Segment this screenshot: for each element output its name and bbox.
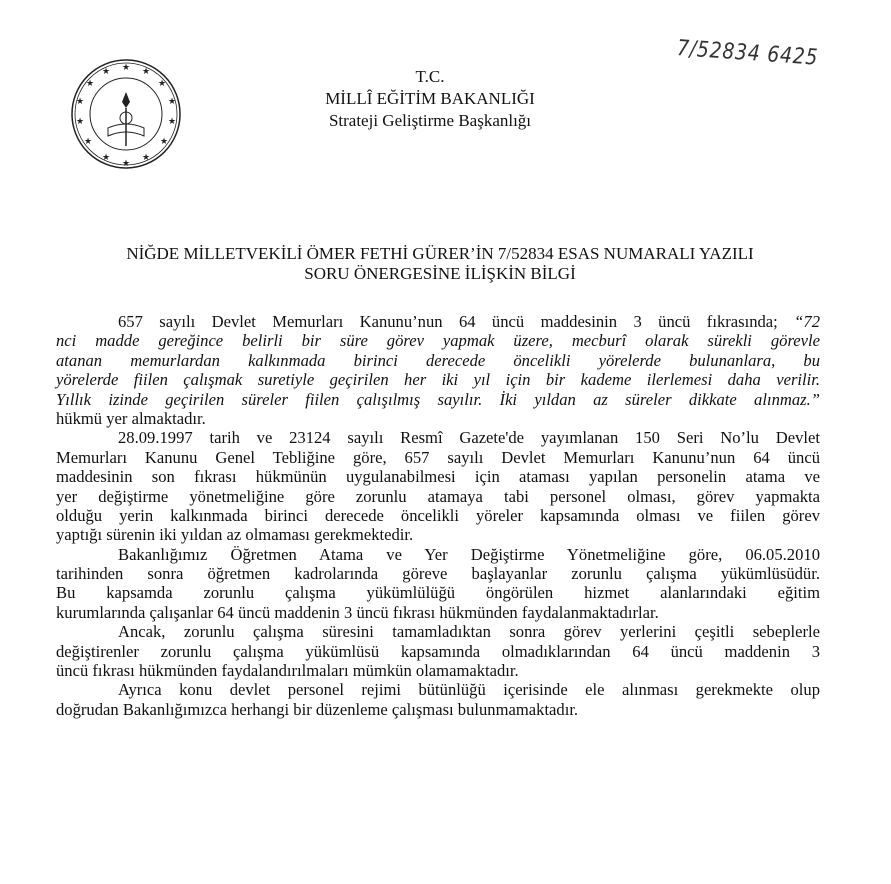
- paragraph-3-line: Bu kapsamda zorunlu çalışma yükümlülüğü öngörülen hizmet alanlarındaki eğitim: [56, 583, 820, 603]
- paragraph-2-line: Memurları Kanunu Genel Tebliğine göre, 657 sayılı Devlet Memurları Kanunu’nun 64 üncü: [56, 447, 820, 467]
- text: 657 sayılı Devlet Memurları Kanunu’nun 64 üncü maddesinin 3 üncü fıkrasında;: [118, 312, 795, 331]
- svg-text:★: ★: [101, 66, 111, 76]
- paragraph-4-line: Ancak, zorunlu çalışma süresini tamamladıktan sonra görev yerlerini çeşitli sebeplerle: [118, 622, 820, 642]
- paragraph-2-line: maddesinin son fıkrası hükmünün uygulanabilmesi için ataması yapılan personelin atama ve: [56, 467, 820, 487]
- quote-line: yörelerde fiilen çalışmak suretiyle geçirilen her iki yıl için bir kademe ilerlemesi daha verilir.: [56, 370, 820, 390]
- quote-line: atanan memurlardan kalkınmada birinci derecede öncelikli yörelerde bulunanlara, bu: [56, 350, 820, 370]
- svg-text:★: ★: [83, 136, 93, 146]
- quote-line: Yıllık izinde geçirilen süreler fiilen çalışılmış sayılır. İki yıldan az süreler dikkate alınmaz.”: [56, 389, 820, 409]
- svg-text:★: ★: [159, 136, 169, 146]
- paragraph-2-line: yaptığı sürenin iki yıldan az olmaması gerekmektedir.: [56, 525, 414, 545]
- svg-text:★: ★: [167, 116, 177, 126]
- svg-text:★: ★: [85, 78, 95, 88]
- svg-text:★: ★: [75, 116, 85, 126]
- paragraph-5-line: Ayrıca konu devlet personel rejimi bütünlüğü içerisinde ele alınması gerekmekte olup: [118, 680, 820, 700]
- title-line: SORU ÖNERGESİNE İLİŞKİN BİLGİ: [304, 263, 576, 283]
- svg-text:★: ★: [141, 66, 151, 76]
- handwritten-reference-number: 7/52834 6425: [676, 36, 820, 71]
- svg-text:★: ★: [157, 78, 167, 88]
- quote-line: nci madde gereğince belirli bir süre görev yapmak üzere, mecburî olarak sürekli görevle: [56, 331, 820, 351]
- paragraph-2-line: olduğu yerin kalkınmada birinci derecede öncelikli yöreler kapsamında olması ve fiilen görev: [56, 505, 820, 525]
- paragraph-2-line: yer değiştirme yönetmeliğine göre zorunlu atamaya tabi personel olması, görev yapmakta: [56, 486, 820, 506]
- paragraph-4-line: değiştirenler zorunlu çalışma yükümlüsü kapsamında olmadıklarından 64 üncü maddenin 3: [56, 641, 820, 661]
- document-title: [40, 244, 840, 283]
- svg-text:★: ★: [101, 152, 111, 162]
- header-ministry: MİLLÎ EĞİTİM BAKANLIĞI: [325, 89, 535, 108]
- paragraph-4-line: üncü fıkrası hükmünden faydalandırılmaları mümkün olamamaktadır.: [56, 661, 519, 681]
- header-tc: T.C.: [415, 67, 445, 86]
- header-department: Strateji Geliştirme Başkanlığı: [328, 111, 532, 130]
- paragraph-3-line: Bakanlığımız Öğretmen Atama ve Yer Değiştirme Yönetmeliğine göre, 06.05.2010: [118, 544, 820, 564]
- svg-text:★: ★: [167, 96, 177, 106]
- ministry-seal-logo: [70, 58, 182, 170]
- svg-text:★: ★: [141, 152, 151, 162]
- svg-text:★: ★: [121, 62, 131, 72]
- quote-text: “72: [794, 312, 820, 331]
- paragraph-3-line: kurumlarında çalışanlar 64 üncü maddenin 3 üncü fıkrası hükmünden faydalanmaktadırlar.: [56, 602, 659, 622]
- paragraph-3-line: tarihinden sonra öğretmen kadrolarında göreve başlayanlar zorunlu çalışma yükümlüsüdür.: [56, 564, 820, 584]
- svg-text:★: ★: [121, 158, 131, 168]
- paragraph-2-line: 28.09.1997 tarih ve 23124 sayılı Resmî Gazete'de yayımlanan 150 Seri No’lu Devlet: [118, 428, 820, 448]
- title-line: NİĞDE MİLLETVEKİLİ ÖMER FETHİ GÜRER’İN 7/52834 ESAS NUMARALI YAZILI: [126, 244, 754, 263]
- document-body: [56, 312, 820, 719]
- paragraph-5-line: doğrudan Bakanlığımızca herhangi bir düzenleme çalışması bulunmamaktadır.: [56, 699, 579, 719]
- svg-text:★: ★: [75, 96, 85, 106]
- paragraph-1-line: hükmü yer almaktadır.: [56, 408, 206, 428]
- paragraph-1-line: [56, 312, 820, 331]
